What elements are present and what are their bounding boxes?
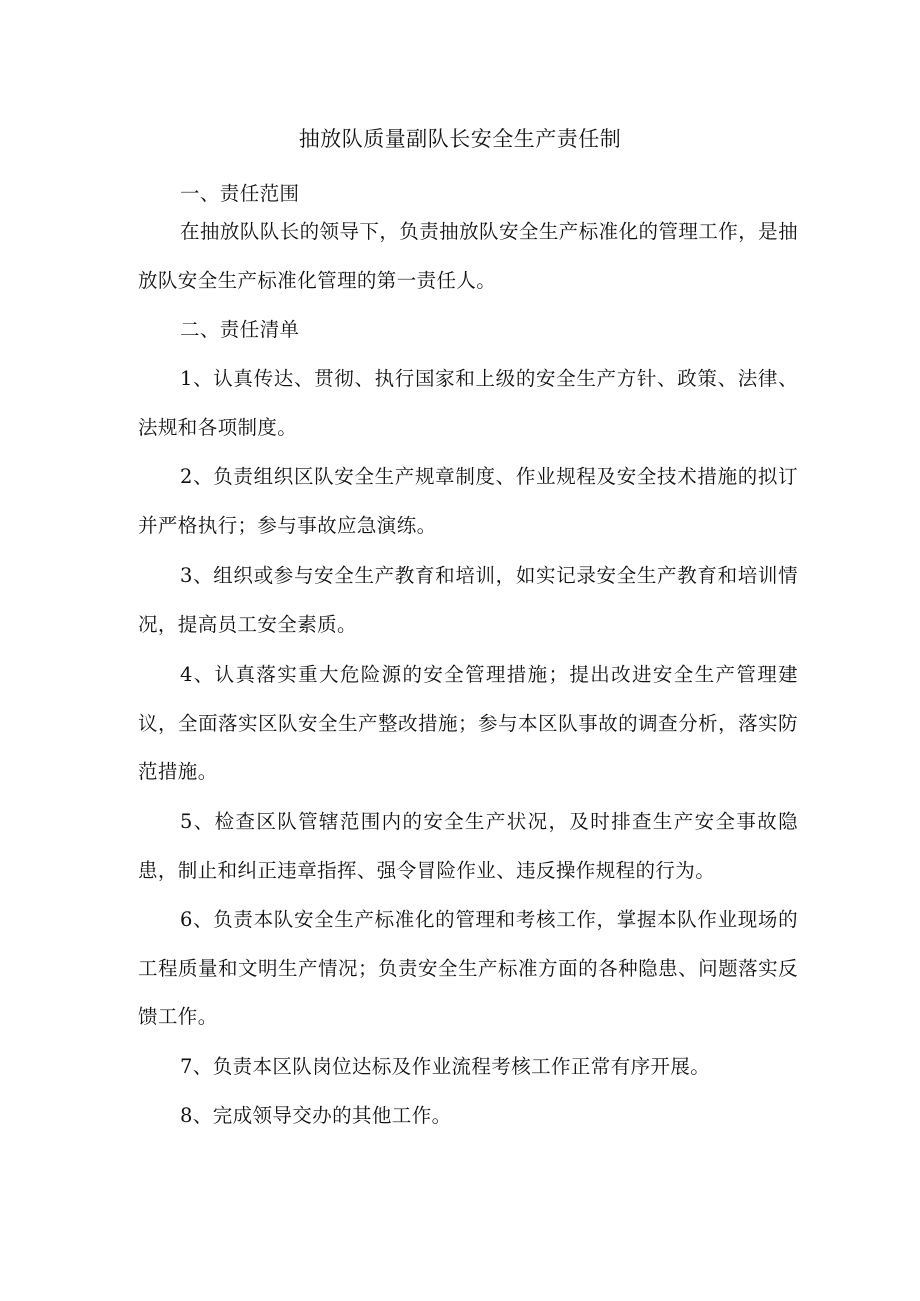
list-item-5: 5、检查区队管辖范围内的安全生产状况，及时排查生产安全事故隐患，制止和纠正违章指挥、强令冒险作业、违反操作规程的行为。 [138,810,798,882]
section-heading-scope: 一、责任范围 [180,182,300,205]
list-item-1: 1、认真传达、贯彻、执行国家和上级的安全生产方针、政策、法律、法规和各项制度。 [138,367,798,439]
paragraph-scope: 在抽放队队长的领导下，负责抽放队安全生产标准化的管理工作，是抽放队安全生产标准化管理的第一责任人。 [138,220,798,292]
list-item-7: 7、负责本区队岗位达标及作业流程考核工作正常有序开展。 [180,1055,711,1078]
list-item-6: 6、负责本队安全生产标准化的管理和考核工作，掌握本队作业现场的工程质量和文明生产情况；负责安全生产标准方面的各种隐患、问题落实反馈工作。 [138,908,798,1028]
list-item-3: 3、组织或参与安全生产教育和培训，如实记录安全生产教育和培训情况，提高员工安全素质。 [138,564,798,636]
section-heading-list: 二、责任清单 [180,318,300,341]
list-item-2: 2、负责组织区队安全生产规章制度、作业规程及安全技术措施的拟订并严格执行；参与事故应急演练。 [138,465,798,537]
list-item-4: 4、认真落实重大危险源的安全管理措施；提出改进安全生产管理建议，全面落实区队安全生产整改措施；参与本区队事故的调查分析，落实防范措施。 [138,663,798,783]
list-item-8: 8、完成领导交办的其他工作。 [180,1104,452,1127]
document-title: 抽放队质量副队长安全生产责任制 [298,127,622,151]
